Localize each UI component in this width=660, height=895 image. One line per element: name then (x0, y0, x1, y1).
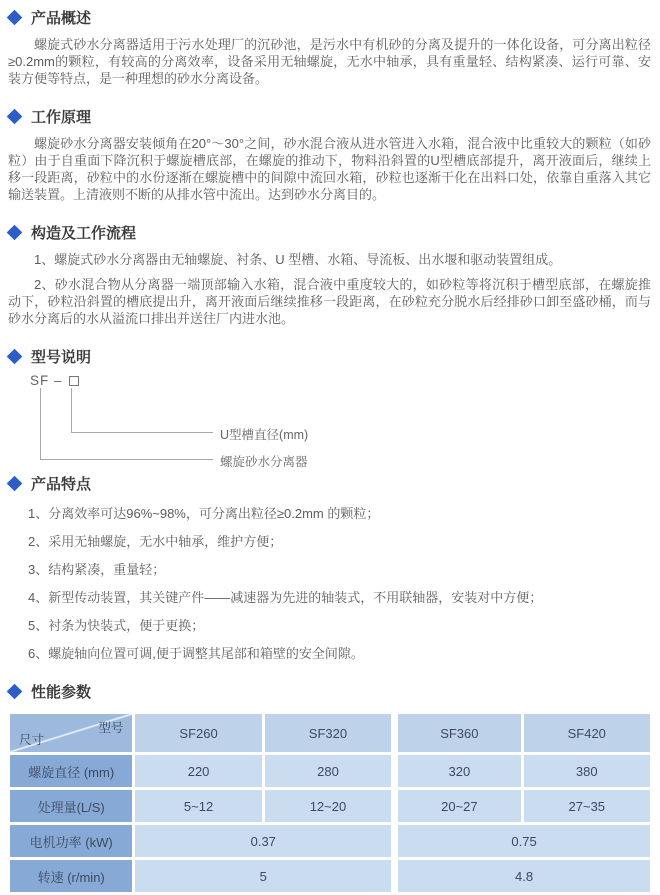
section-heading-model (7, 346, 652, 367)
structure-item: 2、砂水混合物从分离器一端顶部输入水箱，混合液中重度较大的，如砂粒等将沉积于槽型底部，在螺旋推动下，砂粒沿斜置的槽底提出升，离开液面后继续推移一段距离，在砂粒充分脱水后经排砂口卸至盛砂桶，而与砂水分离后的水从溢流口排出并送往厂内进水池。 (8, 277, 651, 326)
value-cell: 5~12 (135, 790, 261, 822)
feature-item: 2、采用无轴螺旋，无水中轴承，维护方便； (28, 534, 283, 549)
table-row (10, 860, 650, 892)
structure-item: 1、螺旋式砂水分离器由无轴螺旋、衬条、U 型槽、水箱、导流板、出水堰和驱动装置组成。 (34, 252, 562, 267)
feature-item: 3、结构紧凑，重量轻； (28, 562, 166, 577)
model-header-cell: SF420 (524, 714, 650, 752)
row-label-cell: 处理量(L/S) (10, 790, 132, 822)
value-cell: 20~27 (394, 790, 520, 822)
overview-paragraph: 螺旋式砂水分离器适用于污水处理厂的沉砂池，是污水中有机砂的分离及提升的一体化设备，可分离出粒径≥0.2mm的颗粒，有较高的分离效率，设备采用无轴螺旋，无水中轴承，具有重量轻、结构紧凑、运行可靠、安装方便等特点，是一种理想的砂水分离设备。 (8, 37, 651, 86)
heading-label: 型号说明 (31, 349, 92, 366)
feature-item: 1、分离效率可达96%~98%，可分离出粒径≥0.2mm 的颗粒； (28, 506, 380, 521)
model-code (30, 373, 79, 388)
performance-parameters-table (7, 711, 653, 895)
corner-label-size: 尺寸 (19, 733, 45, 747)
table-row (10, 755, 650, 787)
value-cell-merged: 0.75 (394, 825, 650, 857)
value-cell: 320 (394, 755, 520, 787)
heading-label: 产品特点 (31, 476, 92, 493)
value-cell: 27~35 (524, 790, 650, 822)
diamond-bullet-icon (7, 10, 23, 26)
diamond-bullet-icon (7, 349, 23, 365)
model-placeholder-box-icon (69, 376, 79, 386)
diamond-bullet-icon (7, 225, 23, 241)
model-header-cell: SF260 (135, 714, 261, 752)
heading-label: 产品概述 (31, 10, 92, 27)
feature-item: 4、新型传动装置，其关键产件——减速器为先进的轴装式，不用联轴器，安装对中方便； (28, 590, 543, 605)
value-cell: 220 (135, 755, 261, 787)
model-code-diagram (0, 373, 660, 473)
table-corner-cell (10, 714, 132, 752)
section-heading-features (7, 473, 652, 494)
principle-paragraph: 螺旋砂水分离器安装倾角在20°～30°之间，砂水混合液从进水管进入水箱，混合液中比重较大的颗粒（如砂粒）由于自重面下降沉积于螺旋槽底部，在螺旋的推动下，物料沿斜置的U型槽底部提升，离开液面后，继续上移一段距离，砂粒中的水份逐渐在螺旋槽中的间隙中流回水箱，砂粒也逐渐干化在出料口处，依靠自重落入其它输送装置。上清液则不断的从排水管中流出。达到砂水分离目的。 (8, 136, 651, 202)
heading-label: 性能参数 (31, 684, 92, 701)
table-row (10, 825, 650, 857)
row-label-cell: 电机功率 (kW) (10, 825, 132, 857)
value-cell-merged: 4.8 (394, 860, 650, 892)
row-label-cell: 螺旋直径 (mm) (10, 755, 132, 787)
value-cell: 280 (265, 755, 391, 787)
model-prefix: SF (30, 373, 50, 388)
diamond-bullet-icon (7, 476, 23, 492)
value-cell: 380 (524, 755, 650, 787)
diamond-bullet-icon (7, 684, 23, 700)
section-heading-overview (7, 0, 652, 28)
model-label-u-groove: U型槽直径(mm) (220, 428, 309, 442)
value-cell-merged: 5 (135, 860, 391, 892)
heading-label: 工作原理 (31, 109, 92, 126)
value-cell-merged: 0.37 (135, 825, 391, 857)
diamond-bullet-icon (7, 109, 23, 125)
feature-item: 5、衬条为快装式，便于更换； (28, 618, 205, 633)
section-heading-parameters (7, 681, 652, 702)
corner-label-model: 型号 (98, 721, 124, 735)
row-label-cell: 转速 (r/min) (10, 860, 132, 892)
connector-line (40, 388, 213, 460)
value-cell: 12~20 (265, 790, 391, 822)
section-heading-principle (7, 106, 652, 127)
table-header-row (10, 714, 650, 752)
heading-label: 构造及工作流程 (31, 225, 137, 242)
section-heading-structure (7, 222, 652, 243)
model-dash: – (54, 373, 63, 388)
model-label-name: 螺旋砂水分离器 (220, 455, 308, 469)
feature-item: 6、螺旋轴向位置可调,便于调整其尾部和箱壁的安全间隙。 (28, 646, 364, 661)
table-row (10, 790, 650, 822)
model-header-cell: SF320 (265, 714, 391, 752)
model-header-cell: SF360 (394, 714, 520, 752)
